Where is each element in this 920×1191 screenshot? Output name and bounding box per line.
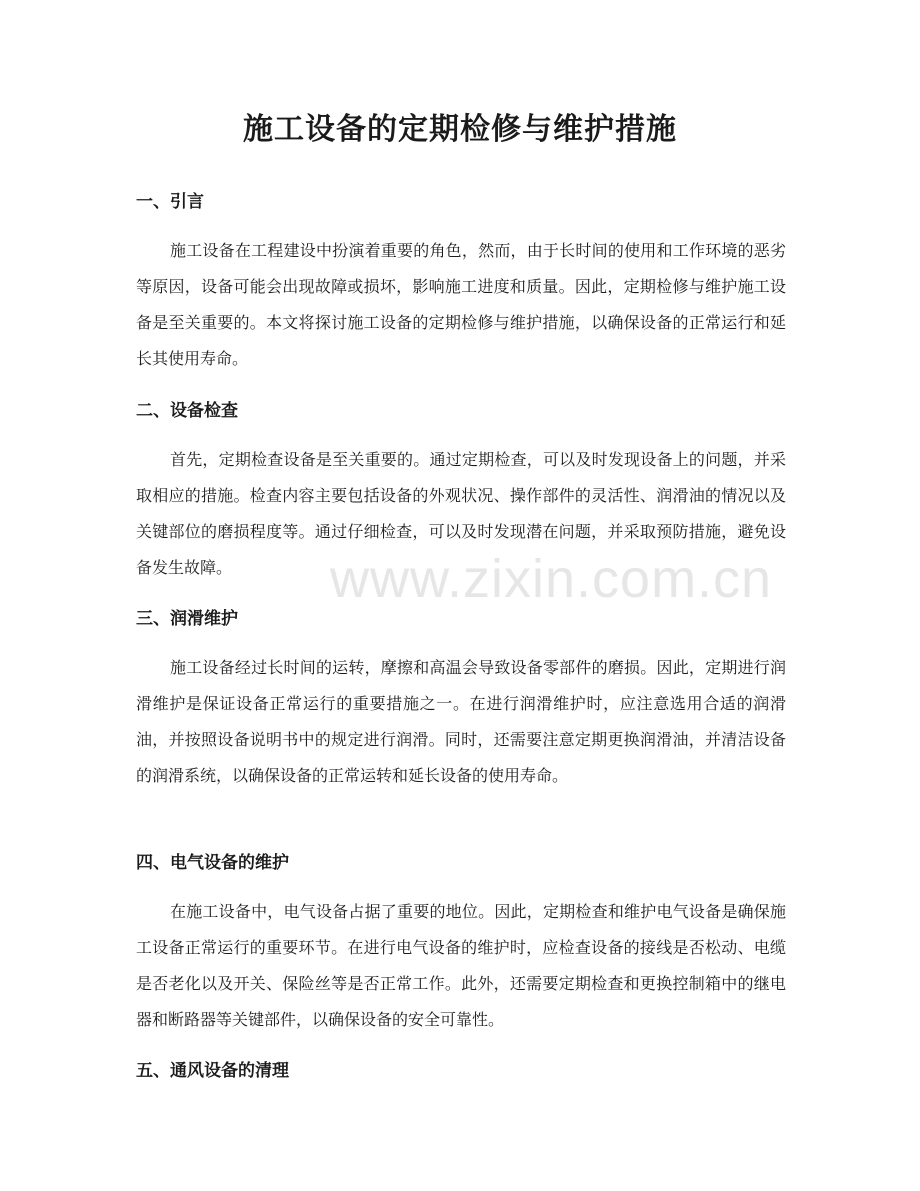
section-paragraph-equipment-inspection: 首先，定期检查设备是至关重要的。通过定期检查，可以及时发现设备上的问题，并采取相应的措施。检查内容主要包括设备的外观状况、操作部件的灵活性、润滑油的情况以及关键部位的磨损程度等。通过仔细检查，可以及时发现潜在问题，并采取预防措施，避免设备发生故障。 — [136, 450, 786, 577]
section-heading-equipment-inspection: 二、设备检查 — [136, 401, 238, 421]
section-paragraph-introduction: 施工设备在工程建设中扮演着重要的角色，然而，由于长时间的使用和工作环境的恶劣等原因，设备可能会出现故障或损坏，影响施工进度和质量。因此，定期检修与维护施工设备是至关重要的。本文将探讨施工设备的定期检修与维护措施，以确保设备的正常运行和延长其使用寿命。 — [136, 241, 786, 368]
section-paragraph-electrical: 在施工设备中，电气设备占据了重要的地位。因此，定期检查和维护电气设备是确保施工设备正常运行的重要环节。在进行电气设备的维护时，应检查设备的接线是否松动、电缆是否老化以及开关、保险丝等是否正常工作。此外，还需要定期检查和更换控制箱中的继电器和断路器等关键部件，以确保设备的安全可靠性。 — [136, 902, 786, 1029]
section-heading-electrical: 四、电气设备的维护 — [136, 853, 289, 873]
section-heading-introduction: 一、引言 — [136, 192, 204, 212]
watermark: www.zixin.com.cn — [330, 549, 773, 609]
document-title: 施工设备的定期检修与维护措施 — [243, 112, 677, 147]
section-heading-ventilation: 五、通风设备的清理 — [136, 1061, 289, 1081]
section-paragraph-lubrication: 施工设备经过长时间的运转，摩擦和高温会导致设备零部件的磨损。因此，定期进行润滑维护是保证设备正常运行的重要措施之一。在进行润滑维护时，应注意选用合适的润滑油，并按照设备说明书中的规定进行润滑。同时，还需要注意定期更换润滑油，并清洁设备的润滑系统，以确保设备的正常运转和延长设备的使用寿命。 — [136, 658, 786, 785]
section-heading-lubrication: 三、润滑维护 — [136, 609, 238, 629]
